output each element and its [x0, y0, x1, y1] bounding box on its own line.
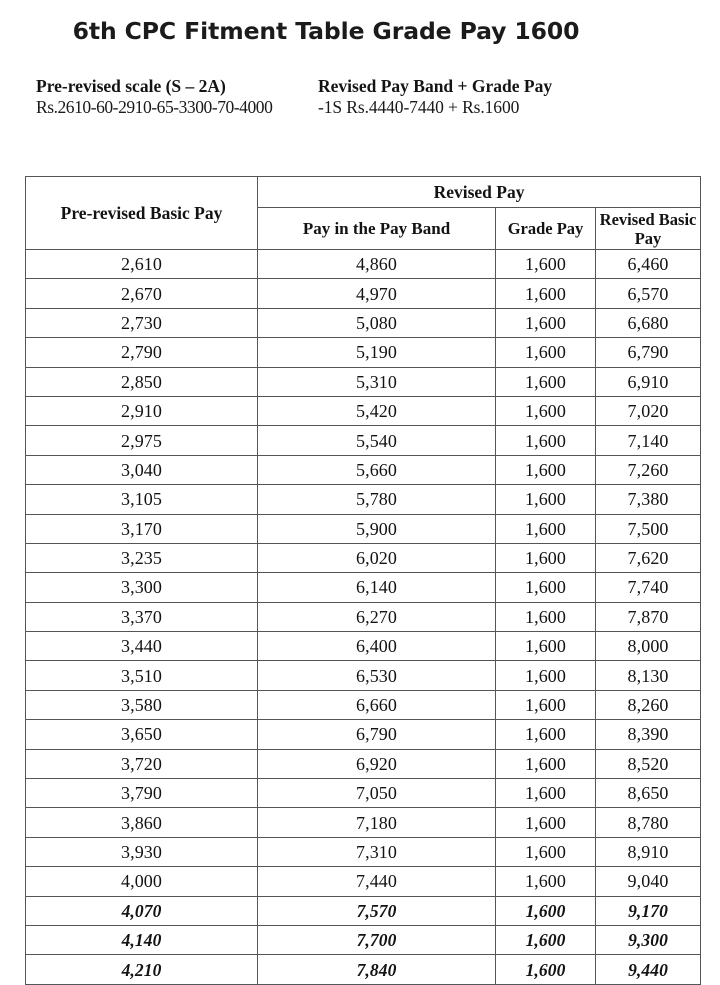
cell-grade-pay: 1,600 [496, 455, 596, 484]
cell-pay-in-the-pay-band: 7,050 [258, 779, 496, 808]
cell-grade-pay: 1,600 [496, 602, 596, 631]
table-row [26, 690, 701, 719]
cell-pay-in-the-pay-band: 4,970 [258, 279, 496, 308]
cell-pay-in-the-pay-band: 7,180 [258, 808, 496, 837]
cell-grade-pay: 1,600 [496, 250, 596, 279]
cell-revised-basic-pay: 6,460 [596, 250, 701, 279]
cell-grade-pay: 1,600 [496, 661, 596, 690]
cell-grade-pay: 1,600 [496, 749, 596, 778]
table-row [26, 837, 701, 866]
cell-pre-revised-basic-pay: 4,000 [26, 867, 258, 896]
table-row [26, 779, 701, 808]
table-row [26, 396, 701, 425]
fitment-table [25, 176, 701, 985]
revised-payband-value: -1S Rs.4440-7440 + Rs.1600 [318, 97, 520, 117]
table-row [26, 808, 701, 837]
table-row [26, 485, 701, 514]
cell-grade-pay: 1,600 [496, 632, 596, 661]
table-row [26, 867, 701, 896]
cell-pre-revised-basic-pay: 4,210 [26, 955, 258, 984]
cell-pre-revised-basic-pay: 3,510 [26, 661, 258, 690]
cell-pay-in-the-pay-band: 7,840 [258, 955, 496, 984]
cell-pre-revised-basic-pay: 2,730 [26, 308, 258, 337]
cell-revised-basic-pay: 7,870 [596, 602, 701, 631]
cell-grade-pay: 1,600 [496, 367, 596, 396]
cell-revised-basic-pay: 8,910 [596, 837, 701, 866]
cell-pay-in-the-pay-band: 6,790 [258, 720, 496, 749]
cell-pre-revised-basic-pay: 2,790 [26, 338, 258, 367]
pre-revised-scale-value: Rs.2610-60-2910-65-3300-70-4000 [36, 97, 273, 117]
cell-grade-pay: 1,600 [496, 396, 596, 425]
cell-revised-basic-pay: 7,380 [596, 485, 701, 514]
cell-pay-in-the-pay-band: 5,780 [258, 485, 496, 514]
cell-revised-basic-pay: 7,500 [596, 514, 701, 543]
cell-pre-revised-basic-pay: 3,720 [26, 749, 258, 778]
table-body [26, 250, 701, 985]
cell-revised-basic-pay: 7,020 [596, 396, 701, 425]
cell-pre-revised-basic-pay: 3,860 [26, 808, 258, 837]
cell-revised-basic-pay: 7,620 [596, 543, 701, 572]
cell-pay-in-the-pay-band: 6,660 [258, 690, 496, 719]
cell-pre-revised-basic-pay: 4,070 [26, 896, 258, 925]
table-header-row-1 [26, 177, 701, 208]
pay-scale-summary [36, 76, 696, 160]
table-header [26, 177, 701, 250]
table-row [26, 602, 701, 631]
column-header-group-revised-pay: Revised Pay [258, 177, 701, 208]
cell-revised-basic-pay: 6,790 [596, 338, 701, 367]
table-row [26, 543, 701, 572]
cell-pre-revised-basic-pay: 3,930 [26, 837, 258, 866]
cell-revised-basic-pay: 9,170 [596, 896, 701, 925]
cell-pay-in-the-pay-band: 7,570 [258, 896, 496, 925]
table-row [26, 955, 701, 984]
cell-grade-pay: 1,600 [496, 308, 596, 337]
column-header-pre-revised-basic-pay: Pre-revised Basic Pay [26, 177, 258, 250]
cell-grade-pay: 1,600 [496, 690, 596, 719]
cell-pre-revised-basic-pay: 3,300 [26, 573, 258, 602]
cell-pay-in-the-pay-band: 6,020 [258, 543, 496, 572]
cell-pay-in-the-pay-band: 6,270 [258, 602, 496, 631]
cell-revised-basic-pay: 9,300 [596, 925, 701, 954]
cell-revised-basic-pay: 8,260 [596, 690, 701, 719]
cell-pre-revised-basic-pay: 2,610 [26, 250, 258, 279]
cell-grade-pay: 1,600 [496, 426, 596, 455]
cell-grade-pay: 1,600 [496, 925, 596, 954]
revised-payband-heading: Revised Pay Band + Grade Pay [318, 76, 553, 96]
cell-pre-revised-basic-pay: 2,910 [26, 396, 258, 425]
cell-pre-revised-basic-pay: 3,370 [26, 602, 258, 631]
cell-revised-basic-pay: 8,130 [596, 661, 701, 690]
cell-pay-in-the-pay-band: 7,700 [258, 925, 496, 954]
cell-pre-revised-basic-pay: 3,580 [26, 690, 258, 719]
cell-revised-basic-pay: 7,740 [596, 573, 701, 602]
pre-revised-scale-heading: Pre-revised scale (S – 2A) [36, 76, 226, 96]
cell-pay-in-the-pay-band: 7,310 [258, 837, 496, 866]
cell-revised-basic-pay: 9,040 [596, 867, 701, 896]
table-row [26, 455, 701, 484]
cell-revised-basic-pay: 6,910 [596, 367, 701, 396]
cell-pre-revised-basic-pay: 3,105 [26, 485, 258, 514]
cell-pre-revised-basic-pay: 2,975 [26, 426, 258, 455]
cell-pay-in-the-pay-band: 4,860 [258, 250, 496, 279]
cell-grade-pay: 1,600 [496, 720, 596, 749]
cell-pay-in-the-pay-band: 6,530 [258, 661, 496, 690]
cell-pre-revised-basic-pay: 2,670 [26, 279, 258, 308]
table-row [26, 250, 701, 279]
cell-revised-basic-pay: 8,390 [596, 720, 701, 749]
cell-grade-pay: 1,600 [496, 867, 596, 896]
cell-grade-pay: 1,600 [496, 573, 596, 602]
cell-pre-revised-basic-pay: 4,140 [26, 925, 258, 954]
cell-pre-revised-basic-pay: 3,790 [26, 779, 258, 808]
cell-revised-basic-pay: 8,650 [596, 779, 701, 808]
table-row [26, 896, 701, 925]
cell-revised-basic-pay: 7,260 [596, 455, 701, 484]
cell-grade-pay: 1,600 [496, 543, 596, 572]
cell-grade-pay: 1,600 [496, 955, 596, 984]
cell-pay-in-the-pay-band: 5,190 [258, 338, 496, 367]
cell-pay-in-the-pay-band: 6,400 [258, 632, 496, 661]
cell-grade-pay: 1,600 [496, 338, 596, 367]
cell-pay-in-the-pay-band: 5,660 [258, 455, 496, 484]
cell-revised-basic-pay: 8,000 [596, 632, 701, 661]
cell-pre-revised-basic-pay: 3,650 [26, 720, 258, 749]
cell-pay-in-the-pay-band: 7,440 [258, 867, 496, 896]
table-row [26, 749, 701, 778]
table-row [26, 632, 701, 661]
cell-revised-basic-pay: 6,570 [596, 279, 701, 308]
cell-grade-pay: 1,600 [496, 808, 596, 837]
cell-pre-revised-basic-pay: 3,440 [26, 632, 258, 661]
column-header-grade-pay: Grade Pay [496, 208, 596, 250]
table-row [26, 514, 701, 543]
table-row [26, 308, 701, 337]
table-row [26, 573, 701, 602]
cell-pay-in-the-pay-band: 5,420 [258, 396, 496, 425]
cell-pre-revised-basic-pay: 3,235 [26, 543, 258, 572]
cell-revised-basic-pay: 8,520 [596, 749, 701, 778]
table-row [26, 426, 701, 455]
revised-payband-block [318, 76, 688, 119]
cell-revised-basic-pay: 6,680 [596, 308, 701, 337]
cell-pay-in-the-pay-band: 5,540 [258, 426, 496, 455]
table-row [26, 279, 701, 308]
cell-pre-revised-basic-pay: 3,040 [26, 455, 258, 484]
cell-pay-in-the-pay-band: 5,900 [258, 514, 496, 543]
cell-revised-basic-pay: 9,440 [596, 955, 701, 984]
cell-grade-pay: 1,600 [496, 896, 596, 925]
cell-grade-pay: 1,600 [496, 779, 596, 808]
cell-pay-in-the-pay-band: 5,310 [258, 367, 496, 396]
column-header-revised-basic-pay: Revised Basic Pay [596, 208, 701, 250]
cell-pay-in-the-pay-band: 6,140 [258, 573, 496, 602]
table-row [26, 367, 701, 396]
table-row [26, 925, 701, 954]
cell-revised-basic-pay: 8,780 [596, 808, 701, 837]
cell-grade-pay: 1,600 [496, 514, 596, 543]
cell-pre-revised-basic-pay: 3,170 [26, 514, 258, 543]
table-row [26, 338, 701, 367]
cell-pay-in-the-pay-band: 6,920 [258, 749, 496, 778]
cell-grade-pay: 1,600 [496, 837, 596, 866]
cell-revised-basic-pay: 7,140 [596, 426, 701, 455]
cell-grade-pay: 1,600 [496, 279, 596, 308]
page-title: 6th CPC Fitment Table Grade Pay 1600 [72, 17, 580, 45]
table-row [26, 720, 701, 749]
cell-pay-in-the-pay-band: 5,080 [258, 308, 496, 337]
table-row [26, 661, 701, 690]
cell-pre-revised-basic-pay: 2,850 [26, 367, 258, 396]
pre-revised-scale-block [36, 76, 308, 119]
column-header-pay-in-the-pay-band: Pay in the Pay Band [258, 208, 496, 250]
cell-grade-pay: 1,600 [496, 485, 596, 514]
